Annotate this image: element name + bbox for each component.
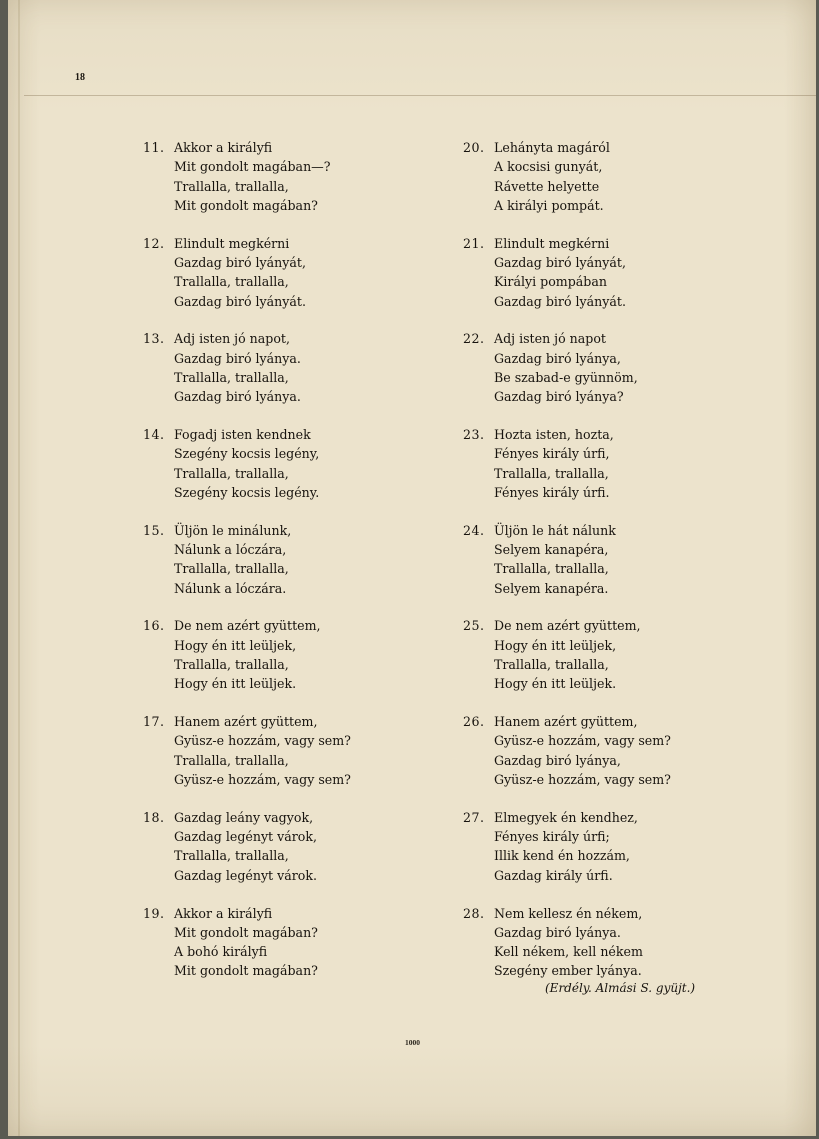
verse-text: Szegény kocsis legény. [174,484,320,500]
verse-text: Hogy én itt leüljek, [174,637,297,653]
verse-line [143,329,393,348]
stanza [143,712,393,808]
verse-line [463,827,713,846]
header-rule [24,95,816,96]
stanza-number: 22. [463,331,485,347]
stanza-number: 19. [143,905,165,921]
verse-line [463,770,713,789]
verse-line [463,942,713,961]
verse-line [463,444,713,463]
verse-text: Szegény kocsis legény, [174,446,320,462]
verse-text: Trallalla, trallalla, [174,465,289,481]
verse-text: Kell nékem, kell nékem [494,944,643,960]
stanza-number: 26. [463,714,485,730]
verse-line [143,349,393,368]
verse-line [143,942,393,961]
verse-line [143,253,393,272]
verse-line [463,731,713,750]
verse-line [143,234,393,253]
verse-line [463,464,713,483]
verse-line [143,770,393,789]
verse-line [463,923,713,942]
verse-text: Adj isten jó napot, [174,331,291,347]
verse-text: Hanem azért gyüttem, [494,714,638,730]
verse-text: Mit gondolt magában—? [174,159,331,175]
stanza-number: 11. [143,140,165,155]
stanza [463,329,713,425]
verse-line [463,808,713,827]
stanza-number: 15. [143,522,165,538]
verse-text: Trallalla, trallalla, [494,465,609,481]
verse-text: Elindult megkérni [174,235,290,251]
verse-line [143,712,393,731]
verse-line [143,464,393,483]
verse-line [143,579,393,598]
verse-line [143,923,393,942]
verse-text: Be szabad-e gyünnöm, [494,369,638,385]
stanza [463,616,713,712]
verse-line [143,904,393,923]
verse-text: Trallalla, trallalla, [174,657,289,673]
verse-line [143,540,393,559]
verse-text: Nálunk a lóczára, [174,542,287,558]
verse-text: Gazdag biró lyánya, [494,350,621,366]
verse-line [463,292,713,311]
verse-line [463,579,713,598]
stanza-number: 27. [463,809,485,825]
stanza-number: 21. [463,235,485,251]
verse-line [463,234,713,253]
stanza-number: 16. [143,618,165,634]
verse-line [143,808,393,827]
verse-text: Gazdag biró lyányát, [174,254,306,270]
verse-line [463,866,713,885]
verse-line [463,521,713,540]
verse-line [463,425,713,444]
verse-text: Gazdag biró lyánya. [494,924,621,940]
verse-text: Trallalla, trallalla, [494,657,609,673]
verse-text: Selyem kanapéra. [494,580,609,596]
verse-text: Gazdag legényt várok. [174,867,317,883]
verse-text: Mit gondolt magában? [174,924,318,940]
verse-text: A kocsisi gunyát, [494,159,603,175]
stanza [143,138,393,234]
stanza [143,234,393,330]
verse-line [143,731,393,750]
verse-text: Akkor a királyfi [174,905,273,921]
stanza [463,712,713,808]
stanza [463,138,713,234]
verse-text: Hanem azért gyüttem, [174,714,318,730]
verse-text: Királyi pompában [494,274,607,290]
verse-line [463,329,713,348]
stanza [143,904,393,1000]
verse-text: Trallalla, trallalla, [174,274,289,290]
source-attribution: (Erdély. Almási S. gyüjt.) [545,981,696,995]
verse-text: Illik kend én hozzám, [494,848,630,864]
stanza-number: 17. [143,714,165,730]
verse-text: Gazdag biró lyányát. [174,293,306,309]
verse-line [463,196,713,215]
left-verse-column [143,138,393,999]
verse-text: Trallalla, trallalla, [174,178,289,194]
verse-text: Hozta isten, hozta, [494,427,614,443]
verse-line [143,674,393,693]
verse-line [463,674,713,693]
verse-text: Gazdag leány vagyok, [174,809,314,825]
verse-line [143,292,393,311]
stanza-number: 20. [463,140,485,155]
song-page [8,0,816,1136]
verse-text: Hogy én itt leüljek. [494,676,617,692]
stanza [143,329,393,425]
verse-text: Gazdag biró lyánya, [494,752,621,768]
verse-text: Adj isten jó napot [494,331,606,347]
verse-text: A királyi pompát. [494,197,604,213]
verse-text: Rávette helyette [494,178,600,194]
verse-text: Gyüsz-e hozzám, vagy sem? [494,772,671,788]
page-fold-shadow [18,0,20,1136]
verse-line [463,751,713,770]
verse-text: Gazdag biró lyánya. [174,350,301,366]
verse-line [463,616,713,635]
verse-text: Gyüsz-e hozzám, vagy sem? [174,772,351,788]
stanza-number: 24. [463,522,485,538]
verse-line [143,425,393,444]
verse-text: Gazdag biró lyánya. [174,389,301,405]
verse-text: Nálunk a lóczára. [174,580,287,596]
verse-line [143,444,393,463]
verse-text: De nem azért gyüttem, [174,618,321,634]
verse-line [463,904,713,923]
verse-line [463,846,713,865]
stanza [143,425,393,521]
verse-line [143,655,393,674]
verse-text: Gyüsz-e hozzám, vagy sem? [494,733,671,749]
stanza [463,425,713,521]
stanza [143,521,393,617]
verse-line [463,540,713,559]
verse-line [143,961,393,980]
verse-text: Gyüsz-e hozzám, vagy sem? [174,733,351,749]
verse-text: De nem azért gyüttem, [494,618,641,634]
verse-line [463,559,713,578]
verse-line [143,751,393,770]
verse-line [463,387,713,406]
verse-line [143,177,393,196]
verse-line [143,866,393,885]
verse-text: Trallalla, trallalla, [174,848,289,864]
verse-line [143,846,393,865]
stanza [143,808,393,904]
verse-line [463,483,713,502]
stanza-number: 13. [143,331,165,347]
verse-line [143,521,393,540]
verse-text: Mit gondolt magában? [174,963,318,979]
verse-text: Üljön le minálunk, [174,522,292,538]
verse-text: Elmegyek én kendhez, [494,809,638,825]
verse-line [143,196,393,215]
verse-text: Selyem kanapéra, [494,542,609,558]
verse-text: Gazdag legényt várok, [174,829,317,845]
verse-text: Hogy én itt leüljek, [494,637,617,653]
stanza-number: 23. [463,427,485,443]
verse-line [463,177,713,196]
verse-text: Szegény ember lyánya. [494,963,642,979]
verse-text: Trallalla, trallalla, [174,752,289,768]
verse-text: Fényes király úrfi, [494,446,610,462]
stanza-number: 28. [463,905,485,921]
verse-line [143,157,393,176]
verse-line [463,655,713,674]
verse-line [463,636,713,655]
verse-text: Gazdag király úrfi. [494,867,613,883]
verse-text: Lehányta magáról [494,140,610,155]
verse-text: Nem kellesz én nékem, [494,905,643,921]
stanza [143,616,393,712]
verse-text: Üljön le hát nálunk [494,522,616,538]
stanza-number: 12. [143,235,165,251]
verse-line [463,253,713,272]
right-verse-column [463,138,713,999]
verse-line [463,349,713,368]
verse-line [143,138,393,157]
verse-text: A bohó királyfi [174,944,268,960]
verse-line [143,616,393,635]
stanza [463,234,713,330]
page-number: 18 [75,72,85,83]
verse-line [463,272,713,291]
verse-line [143,368,393,387]
verse-text: Gazdag biró lyányát, [494,254,626,270]
verse-text: Trallalla, trallalla, [174,369,289,385]
verse-text: Elindult megkérni [494,235,610,251]
verse-text: Fogadj isten kendnek [174,427,311,443]
verse-line [463,712,713,731]
verse-line [143,483,393,502]
verse-line [463,961,713,980]
stanza [463,521,713,617]
verse-line [143,559,393,578]
verse-line [143,827,393,846]
verse-line [143,636,393,655]
verse-text: Akkor a királyfi [174,140,273,155]
stanza-number: 18. [143,809,165,825]
verse-text: Gazdag biró lyánya? [494,389,624,405]
verse-text: Mit gondolt magában? [174,197,318,213]
verse-line [143,272,393,291]
verse-line [463,368,713,387]
stanza [463,808,713,904]
verse-text: Hogy én itt leüljek. [174,676,297,692]
verse-text: Fényes király úrfi. [494,484,610,500]
verse-text: Trallalla, trallalla, [494,561,609,577]
verse-text: Fényes király úrfi; [494,829,610,845]
verse-line [463,138,713,157]
verse-line [463,157,713,176]
verse-line [143,387,393,406]
footer-number: 1000 [405,1038,420,1047]
verse-text: Trallalla, trallalla, [174,561,289,577]
stanza-number: 25. [463,618,485,634]
stanza-number: 14. [143,427,165,443]
verse-text: Gazdag biró lyányát. [494,293,626,309]
